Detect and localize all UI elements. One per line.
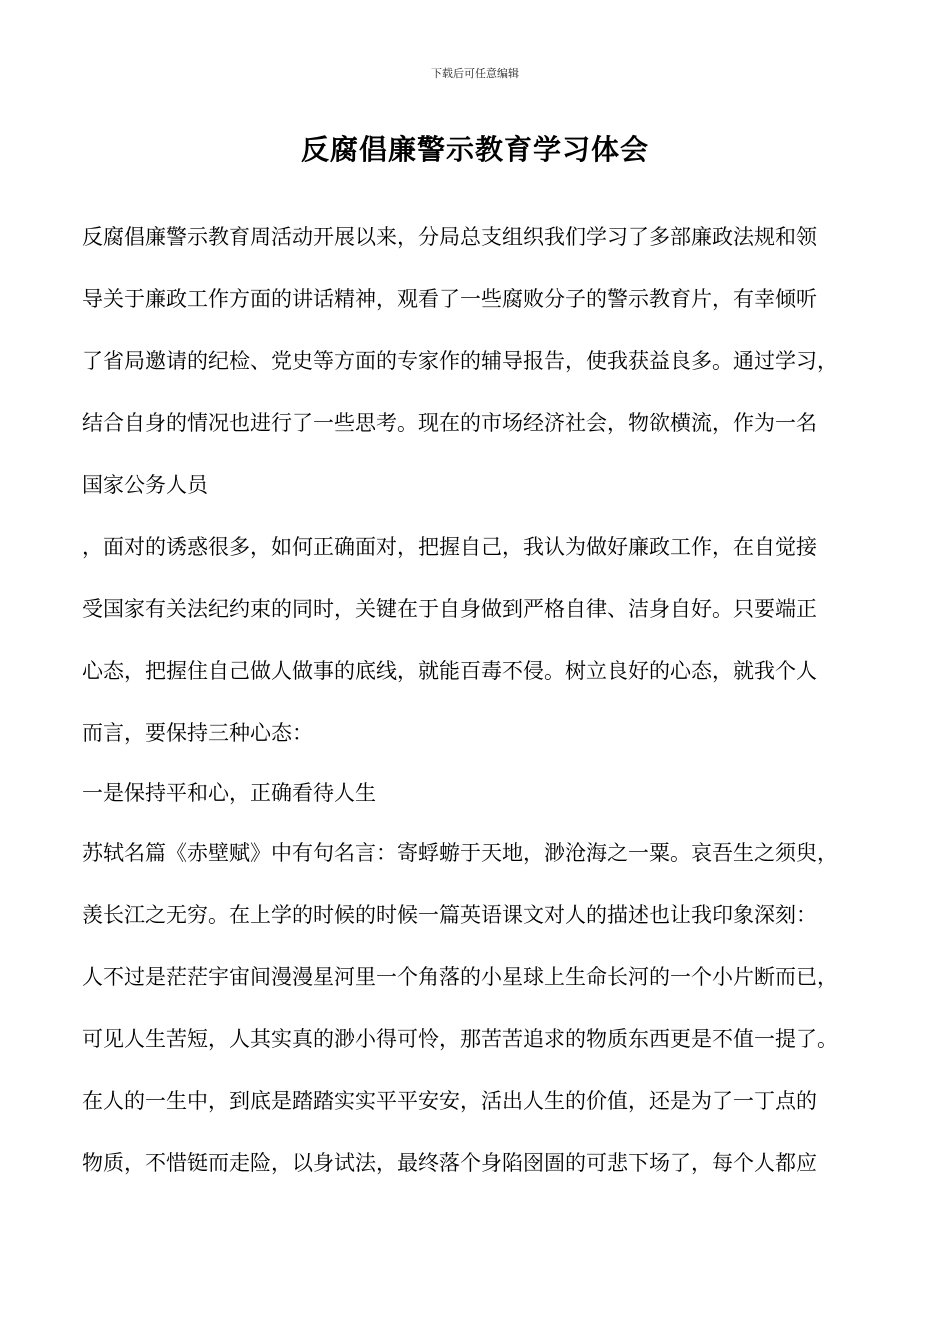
body-line: 结合自身的情况也进行了一些思考。现在的市场经济社会，物欲横流，作为一名 (82, 411, 817, 435)
body-line: 物质，不惜铤而走险，以身试法，最终落个身陷囹圄的可悲下场了，每个人都应 (82, 1151, 817, 1175)
body-line: 人不过是茫茫宇宙间漫漫星河里一个角落的小星球上生命长河的一个小片断而已， (82, 965, 838, 989)
body-line: 导关于廉政工作方面的讲话精神，观看了一些腐败分子的警示教育片，有幸倾听 (82, 287, 817, 311)
document-title: 反腐倡廉警示教育学习体会 (300, 133, 649, 166)
body-line: 受国家有关法纪约束的同时，关键在于自身做到严格自律、洁身自好。只要端正 (82, 597, 817, 621)
body-line: ，面对的诱惑很多，如何正确面对，把握自己，我认为做好廉政工作，在自觉接 (82, 535, 817, 559)
body-line: 可见人生苦短，人其实真的渺小得可怜，那苦苦追求的物质东西更是不值一提了。 (82, 1027, 838, 1051)
page-header-note: 下载后可任意编辑 (431, 67, 519, 80)
section-heading: 一是保持平和心，正确看待人生 (82, 781, 376, 805)
body-line: 而言，要保持三种心态： (82, 721, 313, 745)
body-line: 反腐倡廉警示教育周活动开展以来，分局总支组织我们学习了多部廉政法规和领 (82, 225, 817, 249)
body-line: 心态，把握住自己做人做事的底线，就能百毒不侵。树立良好的心态，就我个人 (82, 659, 817, 683)
body-line: 了省局邀请的纪检、党史等方面的专家作的辅导报告，使我获益良多。通过学习， (82, 349, 838, 373)
body-line: 在人的一生中，到底是踏踏实实平平安安，活出人生的价值，还是为了一丁点的 (82, 1089, 817, 1113)
body-line: 羡长江之无穷。在上学的时候的时候一篇英语课文对人的描述也让我印象深刻： (82, 903, 817, 927)
body-line: 苏轼名篇《赤壁赋》中有句名言：寄蜉蝣于天地，渺沧海之一粟。哀吾生之须臾， (82, 841, 838, 865)
document-body (82, 217, 882, 1205)
body-line: 国家公务人员 (82, 473, 208, 497)
